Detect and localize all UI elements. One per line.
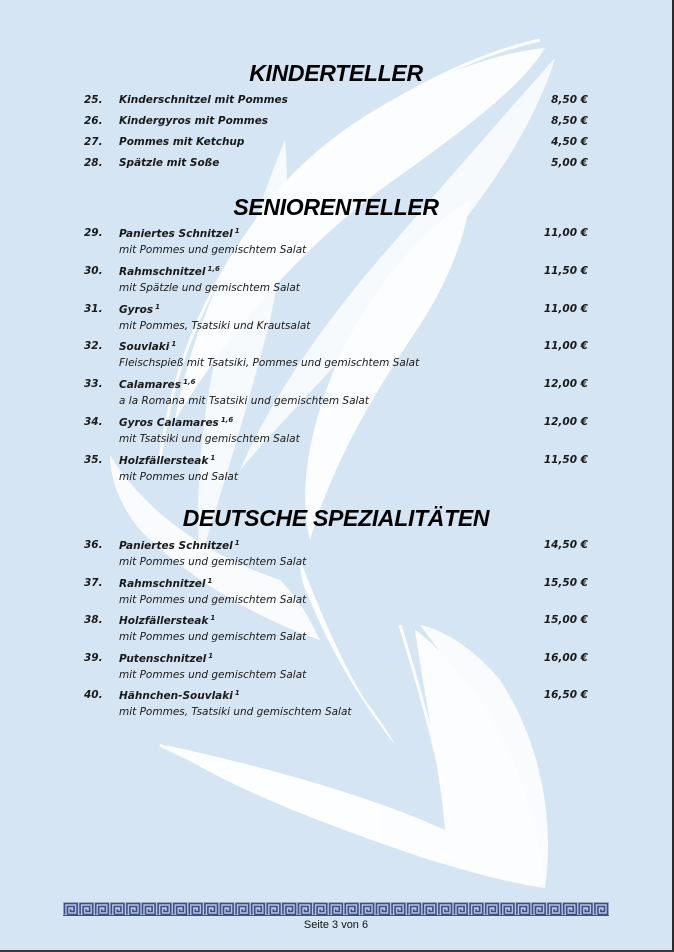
- item-price: 11,00 €: [543, 302, 588, 315]
- item-name-wrapper: [119, 689, 240, 702]
- meander-tile: [391, 902, 407, 916]
- item-name: Gyros: [119, 303, 154, 316]
- item-name: Souvlaki: [119, 341, 170, 354]
- menu-item: [0, 416, 672, 445]
- item-name-wrapper: [119, 340, 176, 353]
- item-description: mit Pommes und gemischtem Salat: [119, 668, 307, 681]
- allergen-note: 1: [210, 453, 216, 462]
- item-price: 14,50 €: [543, 539, 588, 551]
- meander-tile: [94, 902, 110, 916]
- menu-item: [0, 576, 672, 606]
- item-name: Hähnchen-Souvlaki: [119, 690, 233, 703]
- meander-tile: [266, 902, 282, 916]
- menu-item: [0, 651, 672, 681]
- item-name-wrapper: [119, 652, 213, 665]
- menu-item: [0, 378, 672, 408]
- item-number: 27.: [84, 136, 103, 148]
- menu-item: [0, 340, 672, 370]
- meander-tile: [469, 902, 485, 916]
- meander-tile: [515, 902, 531, 916]
- allergen-note: 1: [208, 651, 214, 660]
- meander-tile: [531, 902, 547, 916]
- item-number: 26.: [84, 115, 103, 127]
- item-name: Calamares: [119, 379, 182, 392]
- meander-tile: [328, 902, 344, 916]
- item-name: Holzfällersteak: [119, 454, 209, 467]
- item-description: mit Pommes und gemischtem Salat: [119, 556, 307, 568]
- menu-item: [0, 136, 672, 154]
- item-name-wrapper: [119, 265, 220, 278]
- meander-tile: [344, 902, 360, 916]
- item-name: Rahmschnitzel: [119, 265, 206, 278]
- item-number: 25.: [84, 94, 103, 106]
- allergen-note: 1,6: [183, 378, 196, 387]
- item-price: 5,00 €: [551, 157, 588, 169]
- item-description: mit Pommes und Salat: [119, 470, 238, 483]
- item-name-wrapper: [119, 416, 233, 429]
- item-number: 34.: [84, 416, 103, 428]
- meander-tile: [281, 902, 297, 916]
- meander-tile: [172, 902, 188, 916]
- meander-tile: [125, 902, 141, 916]
- item-number: 31.: [84, 302, 103, 315]
- menu-item: [0, 614, 672, 644]
- allergen-note: 1: [155, 302, 160, 311]
- meander-tile: [141, 902, 157, 916]
- menu-item: [0, 539, 672, 568]
- item-number: 37.: [84, 576, 103, 589]
- meander-tile: [437, 902, 453, 916]
- item-name-wrapper: [119, 157, 219, 169]
- meander-tile: [313, 902, 329, 916]
- meander-tile: [359, 902, 375, 916]
- item-name-wrapper: [119, 136, 244, 148]
- meander-tile: [484, 902, 500, 916]
- allergen-note: 1: [207, 576, 213, 585]
- item-name-wrapper: [119, 115, 268, 127]
- item-number: 35.: [84, 453, 103, 466]
- item-name: Rahmschnitzel: [119, 577, 206, 590]
- item-name: Paniertes Schnitzel: [119, 540, 233, 552]
- item-name: Kindergyros mit Pommes: [119, 115, 269, 127]
- meander-tile: [562, 902, 578, 916]
- item-description: mit Pommes und gemischtem Salat: [119, 593, 307, 606]
- section-title-deutsche-spezialitaeten: DEUTSCHE SPEZIALITÄTEN: [182, 505, 490, 531]
- item-description: mit Spätzle und gemischtem Salat: [119, 281, 300, 294]
- allergen-note: 1: [234, 689, 240, 698]
- meander-tile: [453, 902, 469, 916]
- menu-item: [0, 264, 672, 294]
- item-price: 4,50 €: [551, 136, 588, 148]
- item-price: 11,50 €: [543, 453, 588, 466]
- item-name: Kinderschnitzel mit Pommes: [119, 94, 288, 106]
- item-number: 39.: [84, 651, 103, 664]
- meander-tile: [578, 902, 594, 916]
- item-name: Pommes mit Ketchup: [119, 136, 245, 148]
- item-price: 11,00 €: [543, 227, 588, 239]
- meander-tile: [157, 902, 173, 916]
- item-number: 36.: [84, 539, 103, 551]
- item-description: Fleischspieß mit Tsatsiki, Pommes und gemischtem Salat: [119, 357, 420, 370]
- item-name-wrapper: [119, 94, 288, 106]
- item-number: 38.: [84, 614, 103, 627]
- greek-key-border: [63, 902, 609, 916]
- meander-tile: [375, 902, 391, 916]
- meander-baseline: [63, 915, 609, 916]
- item-price: 12,00 €: [543, 378, 588, 391]
- item-number: 29.: [84, 227, 103, 239]
- item-description: mit Pommes, Tsatsiki und gemischtem Salat: [119, 706, 352, 719]
- item-price: 11,00 €: [543, 340, 588, 353]
- item-price: 16,50 €: [543, 689, 588, 702]
- meander-tile: [235, 902, 251, 916]
- meander-tile: [79, 902, 95, 916]
- item-description: mit Pommes und gemischtem Salat: [119, 631, 307, 644]
- meander-tile: [188, 902, 204, 916]
- meander-tile: [547, 902, 563, 916]
- item-price: 16,00 €: [543, 651, 588, 664]
- menu-item: [0, 94, 672, 112]
- item-name-wrapper: [119, 577, 212, 590]
- item-number: 40.: [84, 689, 103, 702]
- item-name: Putenschnitzel: [119, 652, 207, 665]
- allergen-note: 1: [234, 539, 240, 547]
- section-title-kinderteller: KINDERTELLER: [249, 60, 423, 86]
- item-price: 8,50 €: [551, 115, 588, 127]
- allergen-note: 1: [210, 614, 216, 623]
- menu-item: [0, 689, 672, 719]
- menu-item: [0, 453, 672, 483]
- meander-tile: [297, 902, 313, 916]
- item-description: mit Tsatsiki und gemischtem Salat: [119, 433, 300, 445]
- item-name-wrapper: [119, 614, 215, 627]
- item-name-wrapper: [119, 303, 160, 316]
- meander-tile: [593, 902, 609, 916]
- item-number: 32.: [84, 340, 103, 353]
- meander-tile: [250, 902, 266, 916]
- item-name-wrapper: [119, 539, 240, 552]
- item-name: Spätzle mit Soße: [119, 157, 220, 169]
- item-price: 8,50 €: [551, 94, 588, 106]
- meander-tile: [63, 902, 79, 916]
- item-description: a la Romana mit Tsatsiki und gemischtem Salat: [119, 395, 369, 408]
- meander-tile: [406, 902, 422, 916]
- item-price: 15,00 €: [543, 614, 588, 627]
- menu-item: [0, 157, 672, 175]
- item-price: 12,00 €: [543, 416, 588, 428]
- meander-tile: [110, 902, 126, 916]
- item-description: mit Pommes, Tsatsiki und Krautsalat: [119, 319, 311, 332]
- allergen-note: 1,6: [207, 264, 220, 273]
- meander-tile: [422, 902, 438, 916]
- item-price: 11,50 €: [543, 264, 588, 277]
- meander-tile: [500, 902, 516, 916]
- allergen-note: 1: [171, 340, 177, 349]
- item-name: Gyros Calamares: [119, 417, 219, 429]
- menu-item: [0, 227, 672, 256]
- item-name-wrapper: [119, 227, 240, 240]
- allergen-note: 1: [234, 227, 240, 235]
- item-number: 30.: [84, 264, 103, 277]
- menu-item: [0, 302, 672, 332]
- item-name-wrapper: [119, 378, 195, 391]
- section-title-seniorenteller: SENIORENTELLER: [233, 194, 439, 220]
- page-number: Seite 3 von 6: [303, 919, 369, 931]
- item-number: 33.: [84, 378, 103, 391]
- item-name-wrapper: [119, 454, 215, 467]
- allergen-note: 1,6: [220, 416, 234, 424]
- meander-tile: [219, 902, 235, 916]
- item-price: 15,50 €: [543, 576, 588, 589]
- item-description: mit Pommes und gemischtem Salat: [119, 244, 307, 256]
- item-name: Paniertes Schnitzel: [119, 228, 233, 240]
- menu-item: [0, 115, 672, 133]
- item-number: 28.: [84, 157, 103, 169]
- item-name: Holzfällersteak: [119, 615, 209, 628]
- meander-tile: [203, 902, 219, 916]
